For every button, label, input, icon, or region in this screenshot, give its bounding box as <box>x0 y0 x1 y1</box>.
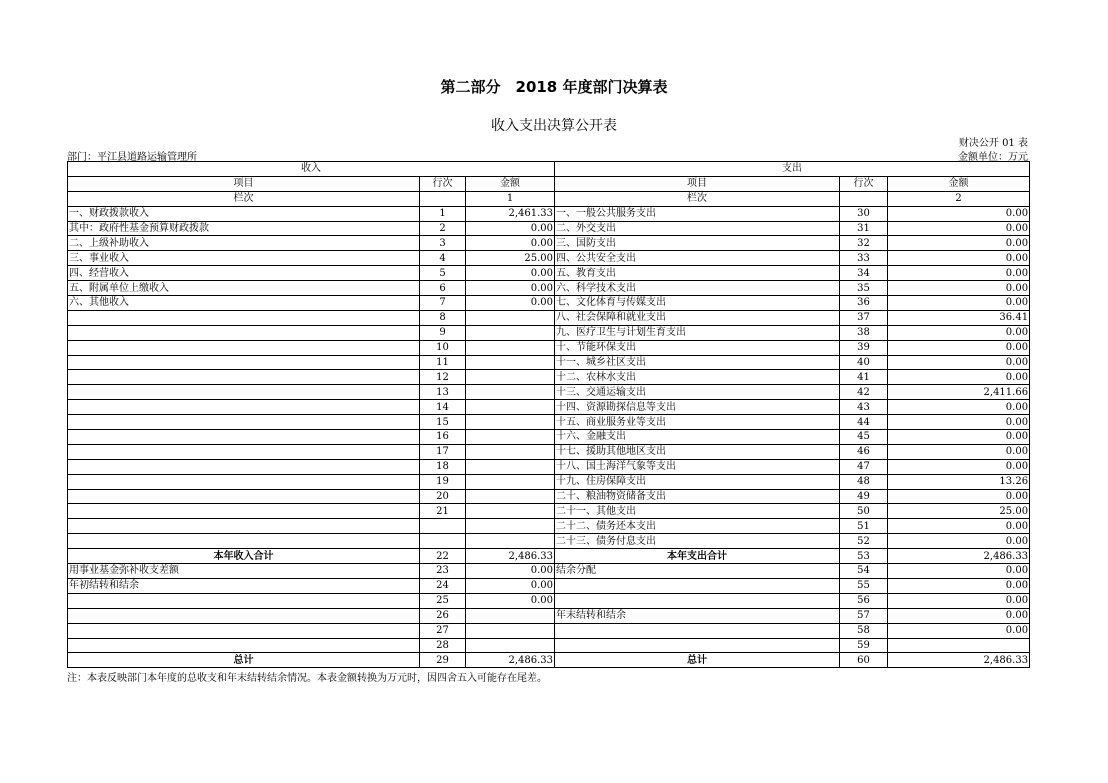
expense-amount-cell: 0.00 <box>888 281 1030 296</box>
income-item-cell <box>68 370 420 385</box>
income-line-cell: 2 <box>420 221 466 236</box>
income-line-cell: 16 <box>420 430 466 445</box>
income-item-cell <box>68 355 420 370</box>
expense-amount-cell: 0.00 <box>888 623 1030 638</box>
expense-line-cell: 41 <box>840 370 888 385</box>
income-amount-cell <box>466 474 555 489</box>
expense-item-cell: 年末结转和结余 <box>555 608 840 623</box>
income-item-cell: 五、附属单位上缴收入 <box>68 281 420 296</box>
table-row <box>68 340 1030 355</box>
expense-amount-cell: 0.00 <box>888 251 1030 266</box>
income-amount-cell <box>466 623 555 638</box>
department-label: 部门：平江县道路运输管理所 <box>67 152 197 163</box>
expense-amount-cell: 0.00 <box>888 236 1030 251</box>
expense-amount-cell: 36.41 <box>888 310 1030 325</box>
table-row <box>68 325 1030 340</box>
income-line-cell: 7 <box>420 296 466 311</box>
income-amount-cell: 0.00 <box>466 564 555 579</box>
expense-line-cell: 58 <box>840 623 888 638</box>
table-row <box>68 370 1030 385</box>
expense-item-cell <box>555 578 840 593</box>
table-footnote: 注：本表反映部门本年度的总收支和年末结转结余情况。本表金额转换为万元时，因四舍五入可能存在尾差。 <box>67 673 547 684</box>
expense-line-cell: 50 <box>840 504 888 519</box>
income-amount-cell: 2,461.33 <box>466 206 555 221</box>
income-line-cell: 4 <box>420 251 466 266</box>
table-row <box>68 400 1030 415</box>
expense-line-cell: 51 <box>840 519 888 534</box>
expense-line-cell: 40 <box>840 355 888 370</box>
income-item-cell <box>68 504 420 519</box>
expense-amount-cell: 2,486.33 <box>888 549 1030 564</box>
table-row <box>68 519 1030 534</box>
income-item-cell <box>68 459 420 474</box>
table-row <box>68 310 1030 325</box>
income-amount-cell <box>466 638 555 653</box>
income-item-cell: 本年收入合计 <box>68 549 420 564</box>
expense-item-cell: 十一、城乡社区支出 <box>555 355 840 370</box>
income-line-cell: 6 <box>420 281 466 296</box>
income-item-cell: 三、事业收入 <box>68 251 420 266</box>
income-item-cell: 用事业基金弥补收支差额 <box>68 564 420 579</box>
income-line-cell: 12 <box>420 370 466 385</box>
expense-amount-cell: 0.00 <box>888 608 1030 623</box>
expense-line-cell: 42 <box>840 385 888 400</box>
table-row <box>68 564 1030 579</box>
income-column-label: 栏次 <box>68 191 420 206</box>
table-row <box>68 444 1030 459</box>
expense-line-header: 行次 <box>840 176 888 191</box>
income-item-cell <box>68 608 420 623</box>
income-amount-cell: 0.00 <box>466 281 555 296</box>
expense-column-number: 2 <box>888 191 1030 206</box>
table-row <box>68 623 1030 638</box>
table-row <box>68 534 1030 549</box>
income-item-cell: 其中：政府性基金预算财政拨款 <box>68 221 420 236</box>
expense-item-cell: 七、文化体育与传媒支出 <box>555 296 840 311</box>
expense-item-cell <box>555 623 840 638</box>
expense-item-cell: 八、社会保障和就业支出 <box>555 310 840 325</box>
income-line-cell: 29 <box>420 653 466 668</box>
income-column-number: 1 <box>466 191 555 206</box>
expense-line-cell: 37 <box>840 310 888 325</box>
income-line-cell: 17 <box>420 444 466 459</box>
expense-line-cell: 45 <box>840 430 888 445</box>
income-amount-cell <box>466 325 555 340</box>
expense-item-cell: 六、科学技术支出 <box>555 281 840 296</box>
income-item-cell <box>68 325 420 340</box>
expense-item-cell: 十二、农林水支出 <box>555 370 840 385</box>
income-amount-cell: 2,486.33 <box>466 653 555 668</box>
expense-amount-cell: 0.00 <box>888 564 1030 579</box>
expense-amount-cell: 0.00 <box>888 578 1030 593</box>
expense-item-cell <box>555 593 840 608</box>
expense-item-cell: 十六、金融支出 <box>555 430 840 445</box>
income-line-cell: 9 <box>420 325 466 340</box>
expense-line-cell: 33 <box>840 251 888 266</box>
empty-cell <box>840 191 888 206</box>
income-amount-cell <box>466 310 555 325</box>
expense-item-cell: 十五、商业服务业等支出 <box>555 415 840 430</box>
expense-amount-cell: 0.00 <box>888 340 1030 355</box>
expense-amount-cell: 0.00 <box>888 355 1030 370</box>
expense-amount-cell <box>888 638 1030 653</box>
income-item-cell <box>68 519 420 534</box>
income-line-cell: 23 <box>420 564 466 579</box>
expense-amount-cell: 25.00 <box>888 504 1030 519</box>
income-amount-cell: 0.00 <box>466 236 555 251</box>
income-item-cell: 四、经营收入 <box>68 266 420 281</box>
expense-line-cell: 56 <box>840 593 888 608</box>
income-item-cell: 总计 <box>68 653 420 668</box>
table-row <box>68 578 1030 593</box>
income-line-cell <box>420 519 466 534</box>
expense-item-cell: 总计 <box>555 653 840 668</box>
income-amount-cell <box>466 534 555 549</box>
expense-line-cell: 59 <box>840 638 888 653</box>
income-line-cell: 18 <box>420 459 466 474</box>
income-amount-cell: 0.00 <box>466 593 555 608</box>
income-line-cell: 20 <box>420 489 466 504</box>
table-row <box>68 474 1030 489</box>
expense-line-cell: 32 <box>840 236 888 251</box>
table-row <box>68 593 1030 608</box>
income-line-cell: 24 <box>420 578 466 593</box>
expense-amount-cell: 0.00 <box>888 534 1030 549</box>
income-line-cell: 26 <box>420 608 466 623</box>
income-line-cell: 1 <box>420 206 466 221</box>
income-section-header: 收入 <box>68 162 555 177</box>
income-line-cell: 14 <box>420 400 466 415</box>
expense-amount-cell: 0.00 <box>888 519 1030 534</box>
table-row <box>68 266 1030 281</box>
expense-line-cell: 31 <box>840 221 888 236</box>
header-row-columns <box>68 176 1030 191</box>
expense-amount-cell: 0.00 <box>888 370 1030 385</box>
expense-item-cell: 二十一、其他支出 <box>555 504 840 519</box>
expense-item-cell: 十八、国土海洋气象等支出 <box>555 459 840 474</box>
expense-item-cell: 五、教育支出 <box>555 266 840 281</box>
expense-line-cell: 53 <box>840 549 888 564</box>
income-item-cell <box>68 340 420 355</box>
expense-item-cell: 二十三、债务付息支出 <box>555 534 840 549</box>
expense-item-cell <box>555 638 840 653</box>
expense-amount-cell: 0.00 <box>888 221 1030 236</box>
expense-line-cell: 35 <box>840 281 888 296</box>
income-amount-cell <box>466 459 555 474</box>
expense-amount-header: 金额 <box>888 176 1030 191</box>
income-line-cell: 11 <box>420 355 466 370</box>
income-item-cell <box>68 400 420 415</box>
expense-item-cell: 九、医疗卫生与计划生育支出 <box>555 325 840 340</box>
table-row <box>68 281 1030 296</box>
table-row <box>68 608 1030 623</box>
expense-line-cell: 36 <box>840 296 888 311</box>
income-item-cell <box>68 310 420 325</box>
income-line-cell: 10 <box>420 340 466 355</box>
income-line-cell: 13 <box>420 385 466 400</box>
income-item-cell <box>68 623 420 638</box>
income-amount-cell: 25.00 <box>466 251 555 266</box>
expense-item-cell: 四、公共安全支出 <box>555 251 840 266</box>
table-row <box>68 549 1030 564</box>
expense-amount-cell: 0.00 <box>888 593 1030 608</box>
income-item-cell <box>68 534 420 549</box>
income-line-cell: 21 <box>420 504 466 519</box>
unit-label: 金额单位：万元 <box>958 152 1028 163</box>
expense-item-cell: 十四、资源勘探信息等支出 <box>555 400 840 415</box>
table-row <box>68 221 1030 236</box>
income-line-header: 行次 <box>420 176 466 191</box>
expense-item-cell: 十、节能环保支出 <box>555 340 840 355</box>
expense-amount-cell: 0.00 <box>888 415 1030 430</box>
expense-line-cell: 55 <box>840 578 888 593</box>
table-row <box>68 415 1030 430</box>
table-row <box>68 385 1030 400</box>
expense-amount-cell: 2,486.33 <box>888 653 1030 668</box>
table-row <box>68 504 1030 519</box>
expense-line-cell: 47 <box>840 459 888 474</box>
expense-line-cell: 34 <box>840 266 888 281</box>
income-amount-cell: 0.00 <box>466 266 555 281</box>
income-item-cell: 二、上级补助收入 <box>68 236 420 251</box>
income-line-cell: 22 <box>420 549 466 564</box>
expense-amount-cell: 0.00 <box>888 459 1030 474</box>
expense-line-cell: 46 <box>840 444 888 459</box>
income-item-cell <box>68 415 420 430</box>
income-line-cell: 15 <box>420 415 466 430</box>
income-item-cell <box>68 474 420 489</box>
expense-item-cell: 二十二、债务还本支出 <box>555 519 840 534</box>
expense-amount-cell: 0.00 <box>888 489 1030 504</box>
table-row <box>68 459 1030 474</box>
income-line-cell: 19 <box>420 474 466 489</box>
expense-amount-cell: 0.00 <box>888 296 1030 311</box>
expense-line-cell: 30 <box>840 206 888 221</box>
empty-cell <box>420 191 466 206</box>
expense-amount-cell: 0.00 <box>888 430 1030 445</box>
income-line-cell <box>420 534 466 549</box>
header-row-column-numbers <box>68 191 1030 206</box>
expense-line-cell: 43 <box>840 400 888 415</box>
income-item-cell: 一、财政拨款收入 <box>68 206 420 221</box>
expense-item-cell: 二十、粮油物资储备支出 <box>555 489 840 504</box>
income-line-cell: 28 <box>420 638 466 653</box>
expense-line-cell: 38 <box>840 325 888 340</box>
income-line-cell: 27 <box>420 623 466 638</box>
expense-item-cell: 本年支出合计 <box>555 549 840 564</box>
income-item-cell <box>68 638 420 653</box>
expense-section-header: 支出 <box>555 162 1030 177</box>
income-item-cell <box>68 444 420 459</box>
expense-item-header: 项目 <box>555 176 840 191</box>
expense-item-cell: 十三、交通运输支出 <box>555 385 840 400</box>
income-amount-cell <box>466 430 555 445</box>
expense-item-cell: 十七、援助其他地区支出 <box>555 444 840 459</box>
expense-item-cell: 十九、住房保障支出 <box>555 474 840 489</box>
income-amount-cell <box>466 519 555 534</box>
income-line-cell: 5 <box>420 266 466 281</box>
income-line-cell: 25 <box>420 593 466 608</box>
table-row <box>68 251 1030 266</box>
income-amount-cell <box>466 400 555 415</box>
income-amount-cell <box>466 608 555 623</box>
expense-line-cell: 52 <box>840 534 888 549</box>
income-amount-cell <box>466 355 555 370</box>
income-amount-cell: 2,486.33 <box>466 549 555 564</box>
table-row <box>68 206 1030 221</box>
income-item-header: 项目 <box>68 176 420 191</box>
income-item-cell <box>68 593 420 608</box>
income-amount-cell <box>466 385 555 400</box>
expense-amount-cell: 0.00 <box>888 206 1030 221</box>
income-amount-cell <box>466 504 555 519</box>
table-code: 财决公开 01 表 <box>958 138 1028 149</box>
table-row <box>68 430 1030 445</box>
page-title: 第二部分 2018 年度部门决算表 <box>440 78 668 96</box>
table-row <box>68 653 1030 668</box>
expense-amount-cell: 13.26 <box>888 474 1030 489</box>
income-amount-cell <box>466 489 555 504</box>
expense-item-cell: 结余分配 <box>555 564 840 579</box>
table-row <box>68 355 1030 370</box>
expense-line-cell: 48 <box>840 474 888 489</box>
income-item-cell: 六、其他收入 <box>68 296 420 311</box>
income-amount-cell: 0.00 <box>466 221 555 236</box>
table-row <box>68 489 1030 504</box>
expense-line-cell: 49 <box>840 489 888 504</box>
income-line-cell: 8 <box>420 310 466 325</box>
table-row <box>68 638 1030 653</box>
expense-line-cell: 44 <box>840 415 888 430</box>
expense-amount-cell: 0.00 <box>888 444 1030 459</box>
income-amount-cell <box>466 444 555 459</box>
expense-amount-cell: 2,411.66 <box>888 385 1030 400</box>
expense-item-cell: 二、外交支出 <box>555 221 840 236</box>
expense-amount-cell: 0.00 <box>888 400 1030 415</box>
income-amount-header: 金额 <box>466 176 555 191</box>
table-subtitle: 收入支出决算公开表 <box>491 118 617 134</box>
header-row-sections <box>68 162 1030 177</box>
expense-line-cell: 54 <box>840 564 888 579</box>
income-amount-cell: 0.00 <box>466 578 555 593</box>
income-line-cell: 3 <box>420 236 466 251</box>
table-row <box>68 236 1030 251</box>
expense-line-cell: 60 <box>840 653 888 668</box>
income-item-cell: 年初结转和结余 <box>68 578 420 593</box>
expense-column-label: 栏次 <box>555 191 840 206</box>
income-amount-cell <box>466 340 555 355</box>
income-amount-cell: 0.00 <box>466 296 555 311</box>
expense-item-cell: 三、国防支出 <box>555 236 840 251</box>
income-amount-cell <box>466 370 555 385</box>
expense-item-cell: 一、一般公共服务支出 <box>555 206 840 221</box>
income-expense-table <box>67 161 1030 668</box>
income-amount-cell <box>466 415 555 430</box>
income-item-cell <box>68 385 420 400</box>
expense-line-cell: 39 <box>840 340 888 355</box>
expense-amount-cell: 0.00 <box>888 266 1030 281</box>
income-item-cell <box>68 430 420 445</box>
expense-amount-cell: 0.00 <box>888 325 1030 340</box>
table-row <box>68 296 1030 311</box>
income-item-cell <box>68 489 420 504</box>
expense-line-cell: 57 <box>840 608 888 623</box>
